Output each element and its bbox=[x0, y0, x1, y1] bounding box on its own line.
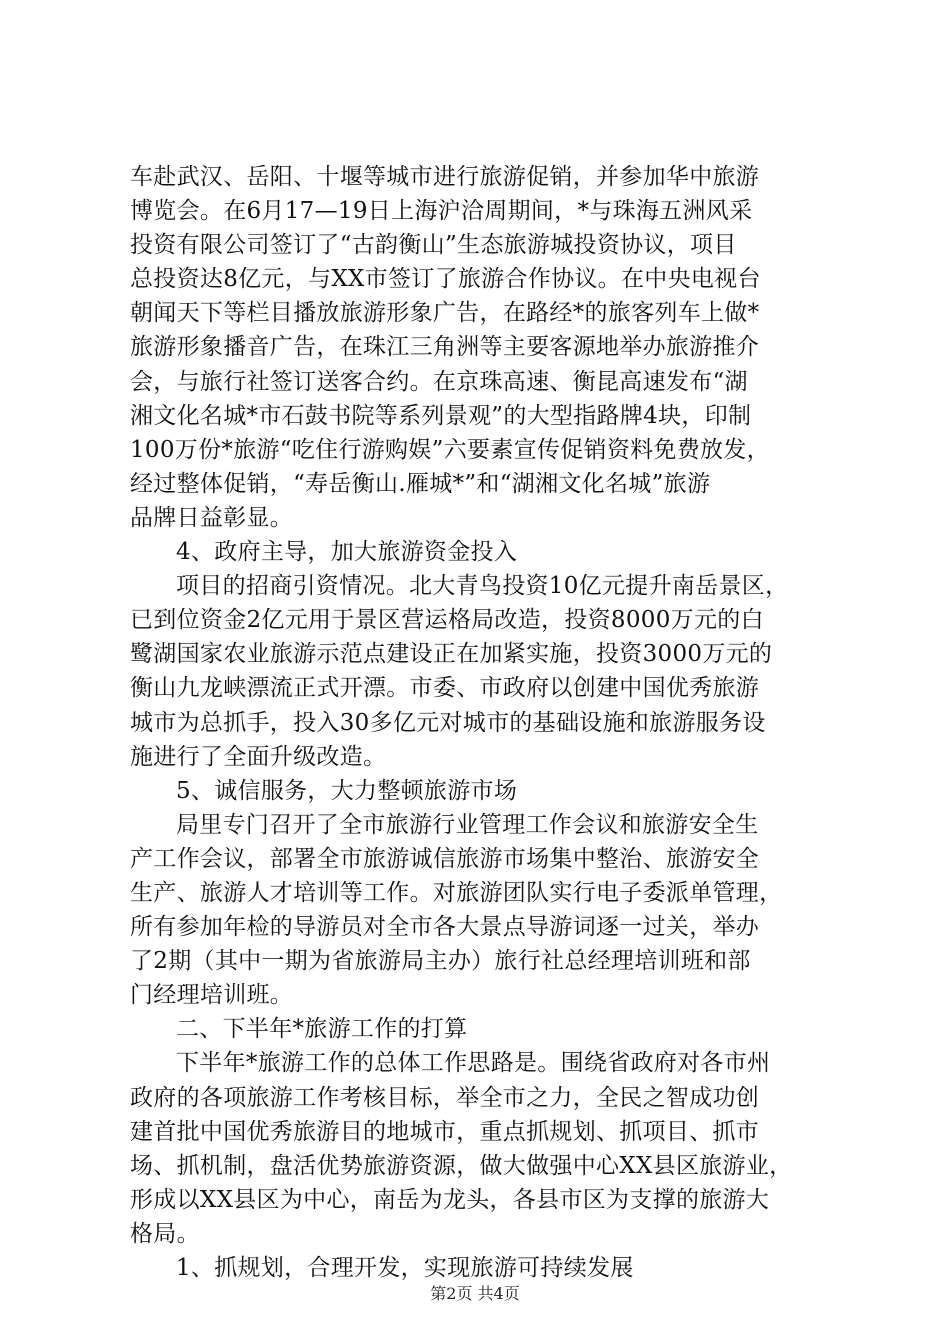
text-line: 投资有限公司签订了“古韵衡山”生态旅游城投资协议，项目 bbox=[130, 232, 737, 259]
text-line: 门经理培训班。 bbox=[130, 982, 294, 1009]
page-footer: 第2页 共4页 bbox=[430, 1284, 520, 1303]
text-line: 生产、旅游人才培训等工作。对旅游团队实行电子委派单管理， bbox=[130, 879, 783, 906]
text-line: 衡山九龙峡漂流正式开漂。市委、市政府以创建中国优秀旅游 bbox=[130, 675, 760, 702]
text-line: 博览会。在6月17—19日上海沪洽周期间，*与珠海五洲风采 bbox=[130, 198, 753, 225]
text-line: 会，与旅行社签订送客合约。在京珠高速、衡昆高速发布“湖 bbox=[130, 368, 748, 395]
text-line: 1、抓规划，合理开发，实现旅游可持续发展 bbox=[176, 1255, 634, 1281]
text-line: 施进行了全面升级改造。 bbox=[130, 743, 387, 770]
text-line: 所有参加年检的导游员对全市各大景点导游词逐一过关，举办 bbox=[130, 914, 760, 941]
text-line: 鹭湖国家农业旅游示范点建设正在加紧实施，投资3000万元的 bbox=[130, 641, 773, 668]
text-line: 总投资达8亿元，与XX市签订了旅游合作协议。在中央电视台 bbox=[130, 266, 761, 293]
text-line: 旅游形象播音广告，在珠江三角洲等主要客源地举办旅游推介 bbox=[130, 334, 760, 361]
text-line: 形成以XX县区为中心，南岳为龙头，各县市区为支撑的旅游大 bbox=[130, 1186, 770, 1213]
text-line: 二、下半年*旅游工作的打算 bbox=[176, 1016, 468, 1043]
text-line: 朝闻天下等栏目播放旅游形象广告，在路经*的旅客列车上做* bbox=[130, 300, 760, 327]
text-line: 下半年*旅游工作的总体工作思路是。围绕省政府对各市州 bbox=[176, 1050, 771, 1077]
text-line: 100万份*旅游“吃住行游购娱”六要素宣传促销资料免费放发， bbox=[130, 436, 770, 463]
text-line: 产工作会议，部署全市旅游诚信旅游市场集中整治、旅游安全 bbox=[130, 845, 760, 872]
text-line: 政府的各项旅游工作考核目标，举全市之力，全民之智成功创 bbox=[130, 1084, 760, 1111]
text-line: 品牌日益彰显。 bbox=[130, 504, 294, 531]
text-line: 4、政府主导，加大旅游资金投入 bbox=[176, 539, 518, 566]
text-line: 项目的招商引资情况。北大青鸟投资10亿元提升南岳景区， bbox=[176, 573, 789, 600]
text-line: 5、诚信服务，大力整顿旅游市场 bbox=[176, 777, 518, 804]
document-body bbox=[130, 160, 830, 1285]
text-line: 局里专门召开了全市旅游行业管理工作会议和旅游安全生 bbox=[176, 811, 759, 838]
text-line: 场、抓机制，盘活优势旅游资源，做大做强中心XX县区旅游业， bbox=[130, 1152, 793, 1179]
text-line: 了2期（其中一期为省旅游局主办）旅行社总经理培训班和部 bbox=[130, 948, 751, 975]
text-line: 城市为总抓手，投入30多亿元对城市的基础设施和旅游服务设 bbox=[130, 709, 766, 736]
text-line: 建首批中国优秀旅游目的地城市，重点抓规划、抓项目、抓市 bbox=[130, 1118, 760, 1145]
text-line: 湘文化名城*市石鼓书院等系列景观”的大型指路牌4块，印制 bbox=[130, 402, 752, 429]
text-line: 车赴武汉、岳阳、十堰等城市进行旅游促销，并参加华中旅游 bbox=[130, 164, 760, 190]
text-line: 格局。 bbox=[130, 1220, 200, 1247]
text-line: 已到位资金2亿元用于景区营运格局改造，投资8000万元的白 bbox=[130, 607, 764, 634]
text-line: 经过整体促销，“寿岳衡山.雁城*”和“湖湘文化名城”旅游 bbox=[130, 470, 711, 497]
